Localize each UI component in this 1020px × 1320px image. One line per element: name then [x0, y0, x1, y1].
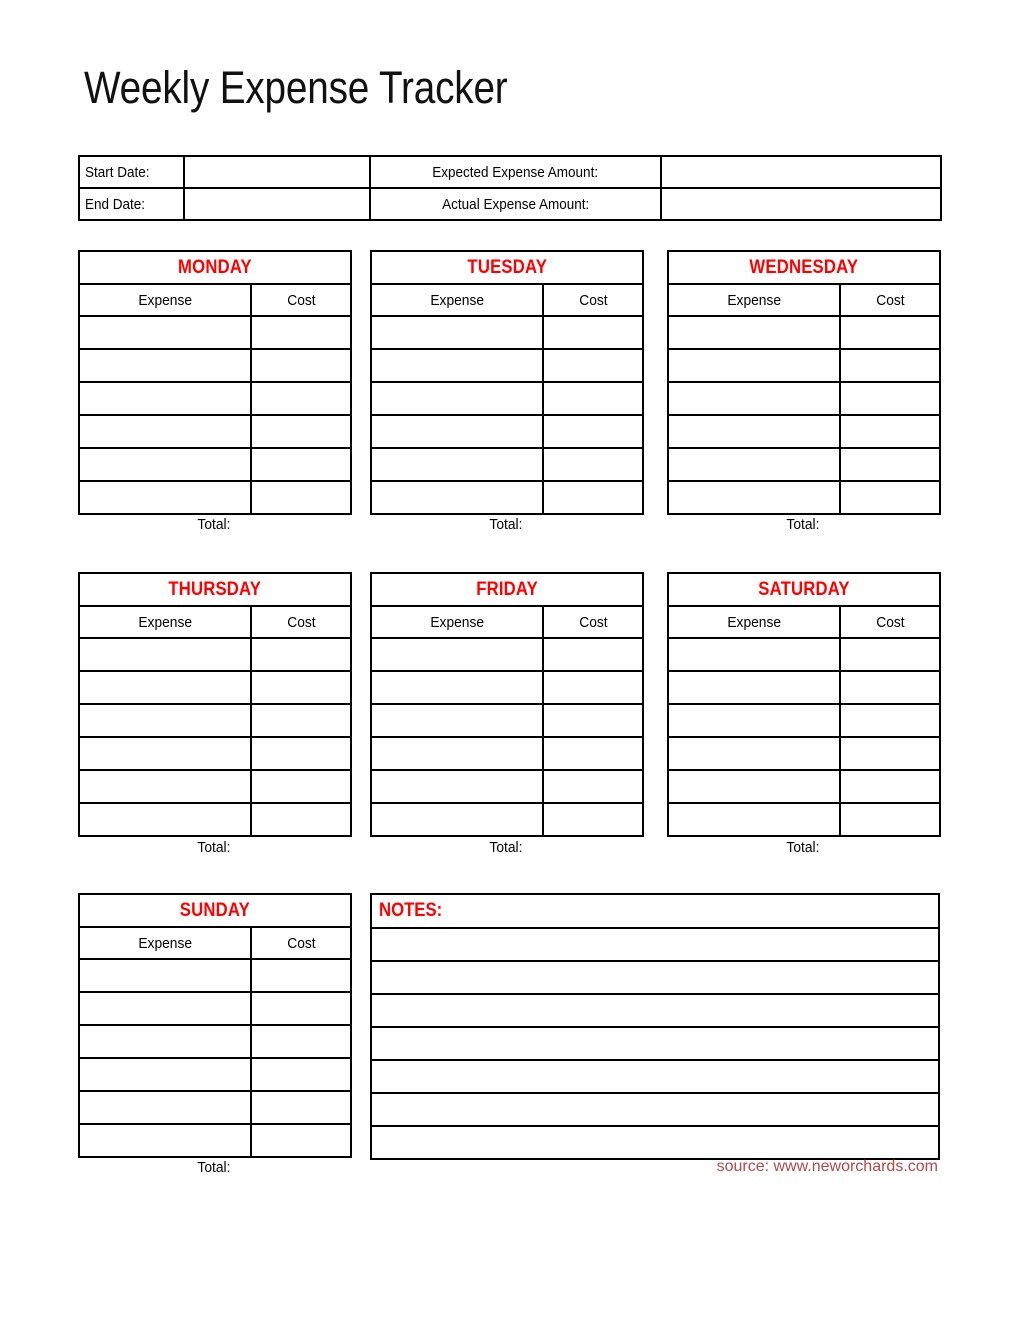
total-label-text: Total:: [489, 839, 523, 856]
column-header-expense: [371, 606, 543, 638]
table-row: [371, 349, 643, 382]
cost-input-cell[interactable]: [543, 448, 643, 481]
cost-input-cell[interactable]: [543, 737, 643, 770]
cost-input-cell[interactable]: [543, 382, 643, 415]
column-header-expense-label: Expense: [430, 291, 484, 309]
table-row: [79, 284, 351, 316]
table-row: [371, 737, 643, 770]
table-row: [79, 671, 351, 704]
column-header-cost-label: Cost: [286, 934, 316, 952]
cost-input-cell[interactable]: [543, 803, 643, 836]
cost-input-cell[interactable]: [251, 737, 351, 770]
table-row: [371, 1060, 939, 1093]
table-row: [79, 316, 351, 349]
expense-input-cell[interactable]: [668, 349, 840, 382]
expense-input-cell[interactable]: [371, 481, 543, 514]
expense-input-cell[interactable]: [79, 1058, 251, 1091]
total-label-tuesday: [370, 515, 642, 535]
day-table-sunday: [78, 893, 352, 1158]
notes-line-input[interactable]: [371, 1126, 939, 1159]
total-label-sunday: [78, 1158, 350, 1178]
column-header-expense-label: Expense: [138, 291, 192, 309]
table-row: [79, 1124, 351, 1157]
table-row: [668, 638, 940, 671]
expense-input-cell[interactable]: [668, 638, 840, 671]
notes-heading: NOTES:: [371, 894, 939, 928]
table-row: [79, 448, 351, 481]
cost-input-cell[interactable]: [251, 770, 351, 803]
cost-input-cell[interactable]: [251, 481, 351, 514]
expense-input-cell[interactable]: [371, 704, 543, 737]
total-label-wednesday: [667, 515, 939, 535]
total-label-thursday: [78, 838, 350, 858]
table-row: [371, 481, 643, 514]
expense-input-cell[interactable]: [79, 1124, 251, 1157]
expense-input-cell[interactable]: [668, 770, 840, 803]
day-heading-label: TUESDAY: [467, 256, 547, 278]
expense-input-cell[interactable]: [79, 448, 251, 481]
expense-input-cell[interactable]: [371, 415, 543, 448]
cost-input-cell[interactable]: [251, 638, 351, 671]
cost-input-cell[interactable]: [840, 671, 940, 704]
column-header-cost-label: Cost: [875, 613, 905, 631]
day-heading-label: SUNDAY: [179, 899, 251, 921]
column-header-cost: [840, 606, 940, 638]
table-row: [668, 448, 940, 481]
table-row: [79, 770, 351, 803]
table-row: [668, 316, 940, 349]
cost-input-cell[interactable]: [840, 316, 940, 349]
table-row: [79, 1025, 351, 1058]
actual-expense-amount-field[interactable]: [661, 188, 941, 220]
column-header-cost-label: Cost: [578, 613, 608, 631]
end-date-label: End Date:: [79, 188, 184, 220]
cost-input-cell[interactable]: [251, 959, 351, 992]
notes-table: [370, 893, 940, 1160]
actual-expense-amount-label: Actual Expense Amount:: [370, 188, 661, 220]
day-heading-label: MONDAY: [178, 256, 252, 278]
table-row: [668, 704, 940, 737]
cost-input-cell[interactable]: [251, 803, 351, 836]
column-header-expense-label: Expense: [138, 613, 192, 631]
column-header-cost: [251, 606, 351, 638]
notes-line-input[interactable]: [371, 928, 939, 961]
expense-input-cell[interactable]: [79, 481, 251, 514]
expense-input-cell[interactable]: [668, 448, 840, 481]
column-header-expense-label: Expense: [138, 934, 192, 952]
expense-input-cell[interactable]: [371, 671, 543, 704]
column-header-expense: [668, 606, 840, 638]
day-heading-label: SATURDAY: [758, 578, 850, 600]
table-row: [371, 284, 643, 316]
expense-input-cell[interactable]: [79, 1025, 251, 1058]
table-row: [79, 415, 351, 448]
expense-input-cell[interactable]: [371, 737, 543, 770]
notes-line-input[interactable]: [371, 961, 939, 994]
day-table-friday: [370, 572, 644, 837]
expense-input-cell[interactable]: [668, 382, 840, 415]
total-label-text: Total:: [489, 516, 523, 533]
column-header-cost: [840, 284, 940, 316]
cost-input-cell[interactable]: [251, 671, 351, 704]
day-heading: [79, 573, 351, 606]
notes-line-input[interactable]: [371, 1093, 939, 1126]
table-row: [371, 316, 643, 349]
cost-input-cell[interactable]: [543, 638, 643, 671]
table-row: [79, 606, 351, 638]
total-label-saturday: [667, 838, 939, 858]
table-row: [79, 481, 351, 514]
table-row: [79, 803, 351, 836]
cost-input-cell[interactable]: [251, 448, 351, 481]
day-table-thursday: [78, 572, 352, 837]
table-row: [371, 894, 939, 928]
day-heading: [371, 251, 643, 284]
day-heading-label: FRIDAY: [476, 578, 538, 600]
table-row: [79, 382, 351, 415]
column-header-cost: [543, 284, 643, 316]
cost-input-cell[interactable]: [251, 349, 351, 382]
table-row: [79, 704, 351, 737]
table-row: [79, 188, 941, 220]
expense-input-cell[interactable]: [79, 415, 251, 448]
expense-input-cell[interactable]: [371, 638, 543, 671]
notes-line-input[interactable]: [371, 1027, 939, 1060]
table-row: [79, 992, 351, 1025]
column-header-expense: [79, 606, 251, 638]
expense-input-cell[interactable]: [79, 638, 251, 671]
table-row: [668, 382, 940, 415]
cost-input-cell[interactable]: [543, 704, 643, 737]
table-row: [371, 704, 643, 737]
expense-input-cell[interactable]: [79, 1091, 251, 1124]
cost-input-cell[interactable]: [543, 481, 643, 514]
column-header-cost-label: Cost: [286, 291, 316, 309]
expense-input-cell[interactable]: [371, 349, 543, 382]
total-label-text: Total:: [786, 839, 820, 856]
cost-input-cell[interactable]: [840, 704, 940, 737]
cost-input-cell[interactable]: [840, 382, 940, 415]
cost-input-cell[interactable]: [543, 349, 643, 382]
cost-input-cell[interactable]: [840, 737, 940, 770]
cost-input-cell[interactable]: [543, 671, 643, 704]
table-row: [668, 606, 940, 638]
column-header-expense: [668, 284, 840, 316]
expense-input-cell[interactable]: [79, 959, 251, 992]
table-row: [668, 284, 940, 316]
expense-input-cell[interactable]: [79, 992, 251, 1025]
expense-input-cell[interactable]: [79, 349, 251, 382]
table-row: [79, 1091, 351, 1124]
day-heading: [668, 251, 940, 284]
table-row: [371, 671, 643, 704]
table-row: [668, 481, 940, 514]
expense-input-cell[interactable]: [668, 704, 840, 737]
expense-input-cell[interactable]: [79, 316, 251, 349]
table-row: [668, 251, 940, 284]
expected-expense-amount-label: Expected Expense Amount:: [370, 156, 661, 188]
cost-input-cell[interactable]: [840, 448, 940, 481]
table-row: [371, 1093, 939, 1126]
total-label-text: Total:: [197, 1159, 231, 1176]
expense-input-cell[interactable]: [668, 316, 840, 349]
end-date-field[interactable]: [184, 188, 370, 220]
day-heading-label: WEDNESDAY: [749, 256, 859, 278]
day-heading: [668, 573, 940, 606]
expense-summary-table: [78, 155, 942, 221]
cost-input-cell[interactable]: [543, 415, 643, 448]
table-row: [79, 349, 351, 382]
day-table-wednesday: [667, 250, 941, 515]
column-header-expense: [371, 284, 543, 316]
table-row: [668, 415, 940, 448]
cost-input-cell[interactable]: [251, 316, 351, 349]
table-row: [668, 770, 940, 803]
notes-line-input[interactable]: [371, 994, 939, 1027]
table-row: [79, 638, 351, 671]
day-heading-label: THURSDAY: [168, 578, 262, 600]
expected-expense-amount-field[interactable]: [661, 156, 941, 188]
table-row: [79, 959, 351, 992]
cost-input-cell[interactable]: [251, 1058, 351, 1091]
expense-input-cell[interactable]: [668, 803, 840, 836]
table-row: [668, 349, 940, 382]
table-row: [371, 994, 939, 1027]
expense-input-cell[interactable]: [668, 415, 840, 448]
cost-input-cell[interactable]: [543, 770, 643, 803]
total-label-friday: [370, 838, 642, 858]
table-row: [371, 1126, 939, 1159]
table-row: [371, 606, 643, 638]
table-row: [371, 448, 643, 481]
expense-input-cell[interactable]: [668, 671, 840, 704]
column-header-cost: [543, 606, 643, 638]
cost-input-cell[interactable]: [840, 638, 940, 671]
total-label-text: Total:: [786, 516, 820, 533]
column-header-cost-label: Cost: [578, 291, 608, 309]
expense-input-cell[interactable]: [668, 481, 840, 514]
table-row: [668, 671, 940, 704]
table-row: [668, 803, 940, 836]
cost-input-cell[interactable]: [251, 704, 351, 737]
table-row: [371, 803, 643, 836]
table-row: [79, 737, 351, 770]
cost-input-cell[interactable]: [251, 1091, 351, 1124]
column-header-cost-label: Cost: [286, 613, 316, 631]
cost-input-cell[interactable]: [251, 382, 351, 415]
expense-input-cell[interactable]: [79, 770, 251, 803]
column-header-cost-label: Cost: [875, 291, 905, 309]
day-heading: [79, 894, 351, 927]
start-date-field[interactable]: [184, 156, 370, 188]
column-header-expense: [79, 927, 251, 959]
table-row: [79, 1058, 351, 1091]
column-header-expense-label: Expense: [430, 613, 484, 631]
column-header-expense-label: Expense: [727, 291, 781, 309]
column-header-expense: [79, 284, 251, 316]
table-row: [371, 382, 643, 415]
table-row: [371, 638, 643, 671]
table-row: [79, 156, 941, 188]
day-heading: [371, 573, 643, 606]
cost-input-cell[interactable]: [840, 415, 940, 448]
expense-input-cell[interactable]: [79, 704, 251, 737]
source-attribution: source: www.neworchards.com: [716, 1158, 938, 1175]
page-title: Weekly Expense Tracker: [84, 62, 508, 113]
day-heading: [79, 251, 351, 284]
cost-input-cell[interactable]: [251, 1124, 351, 1157]
expense-input-cell[interactable]: [79, 803, 251, 836]
column-header-expense-label: Expense: [727, 613, 781, 631]
table-row: [79, 251, 351, 284]
expense-input-cell[interactable]: [79, 671, 251, 704]
expense-input-cell[interactable]: [371, 770, 543, 803]
table-row: [668, 573, 940, 606]
day-table-saturday: [667, 572, 941, 837]
expense-input-cell[interactable]: [371, 803, 543, 836]
table-row: [371, 1027, 939, 1060]
expense-input-cell[interactable]: [371, 448, 543, 481]
expense-input-cell[interactable]: [371, 382, 543, 415]
table-row: [371, 251, 643, 284]
expense-input-cell[interactable]: [371, 316, 543, 349]
expense-input-cell[interactable]: [79, 737, 251, 770]
cost-input-cell[interactable]: [251, 992, 351, 1025]
table-row: [79, 573, 351, 606]
table-row: [79, 894, 351, 927]
cost-input-cell[interactable]: [251, 1025, 351, 1058]
table-row: [371, 573, 643, 606]
day-table-tuesday: [370, 250, 644, 515]
cost-input-cell[interactable]: [840, 803, 940, 836]
cost-input-cell[interactable]: [543, 316, 643, 349]
table-row: [668, 737, 940, 770]
table-row: [371, 770, 643, 803]
day-table-monday: [78, 250, 352, 515]
start-date-label: Start Date:: [79, 156, 184, 188]
total-label-monday: [78, 515, 350, 535]
cost-input-cell[interactable]: [840, 770, 940, 803]
expense-input-cell[interactable]: [668, 737, 840, 770]
notes-line-input[interactable]: [371, 1060, 939, 1093]
total-label-text: Total:: [197, 516, 231, 533]
expense-input-cell[interactable]: [79, 382, 251, 415]
cost-input-cell[interactable]: [251, 415, 351, 448]
column-header-cost: [251, 927, 351, 959]
cost-input-cell[interactable]: [840, 481, 940, 514]
cost-input-cell[interactable]: [840, 349, 940, 382]
table-row: [371, 961, 939, 994]
table-row: [79, 927, 351, 959]
table-row: [371, 928, 939, 961]
total-label-text: Total:: [197, 839, 231, 856]
table-row: [371, 415, 643, 448]
column-header-cost: [251, 284, 351, 316]
